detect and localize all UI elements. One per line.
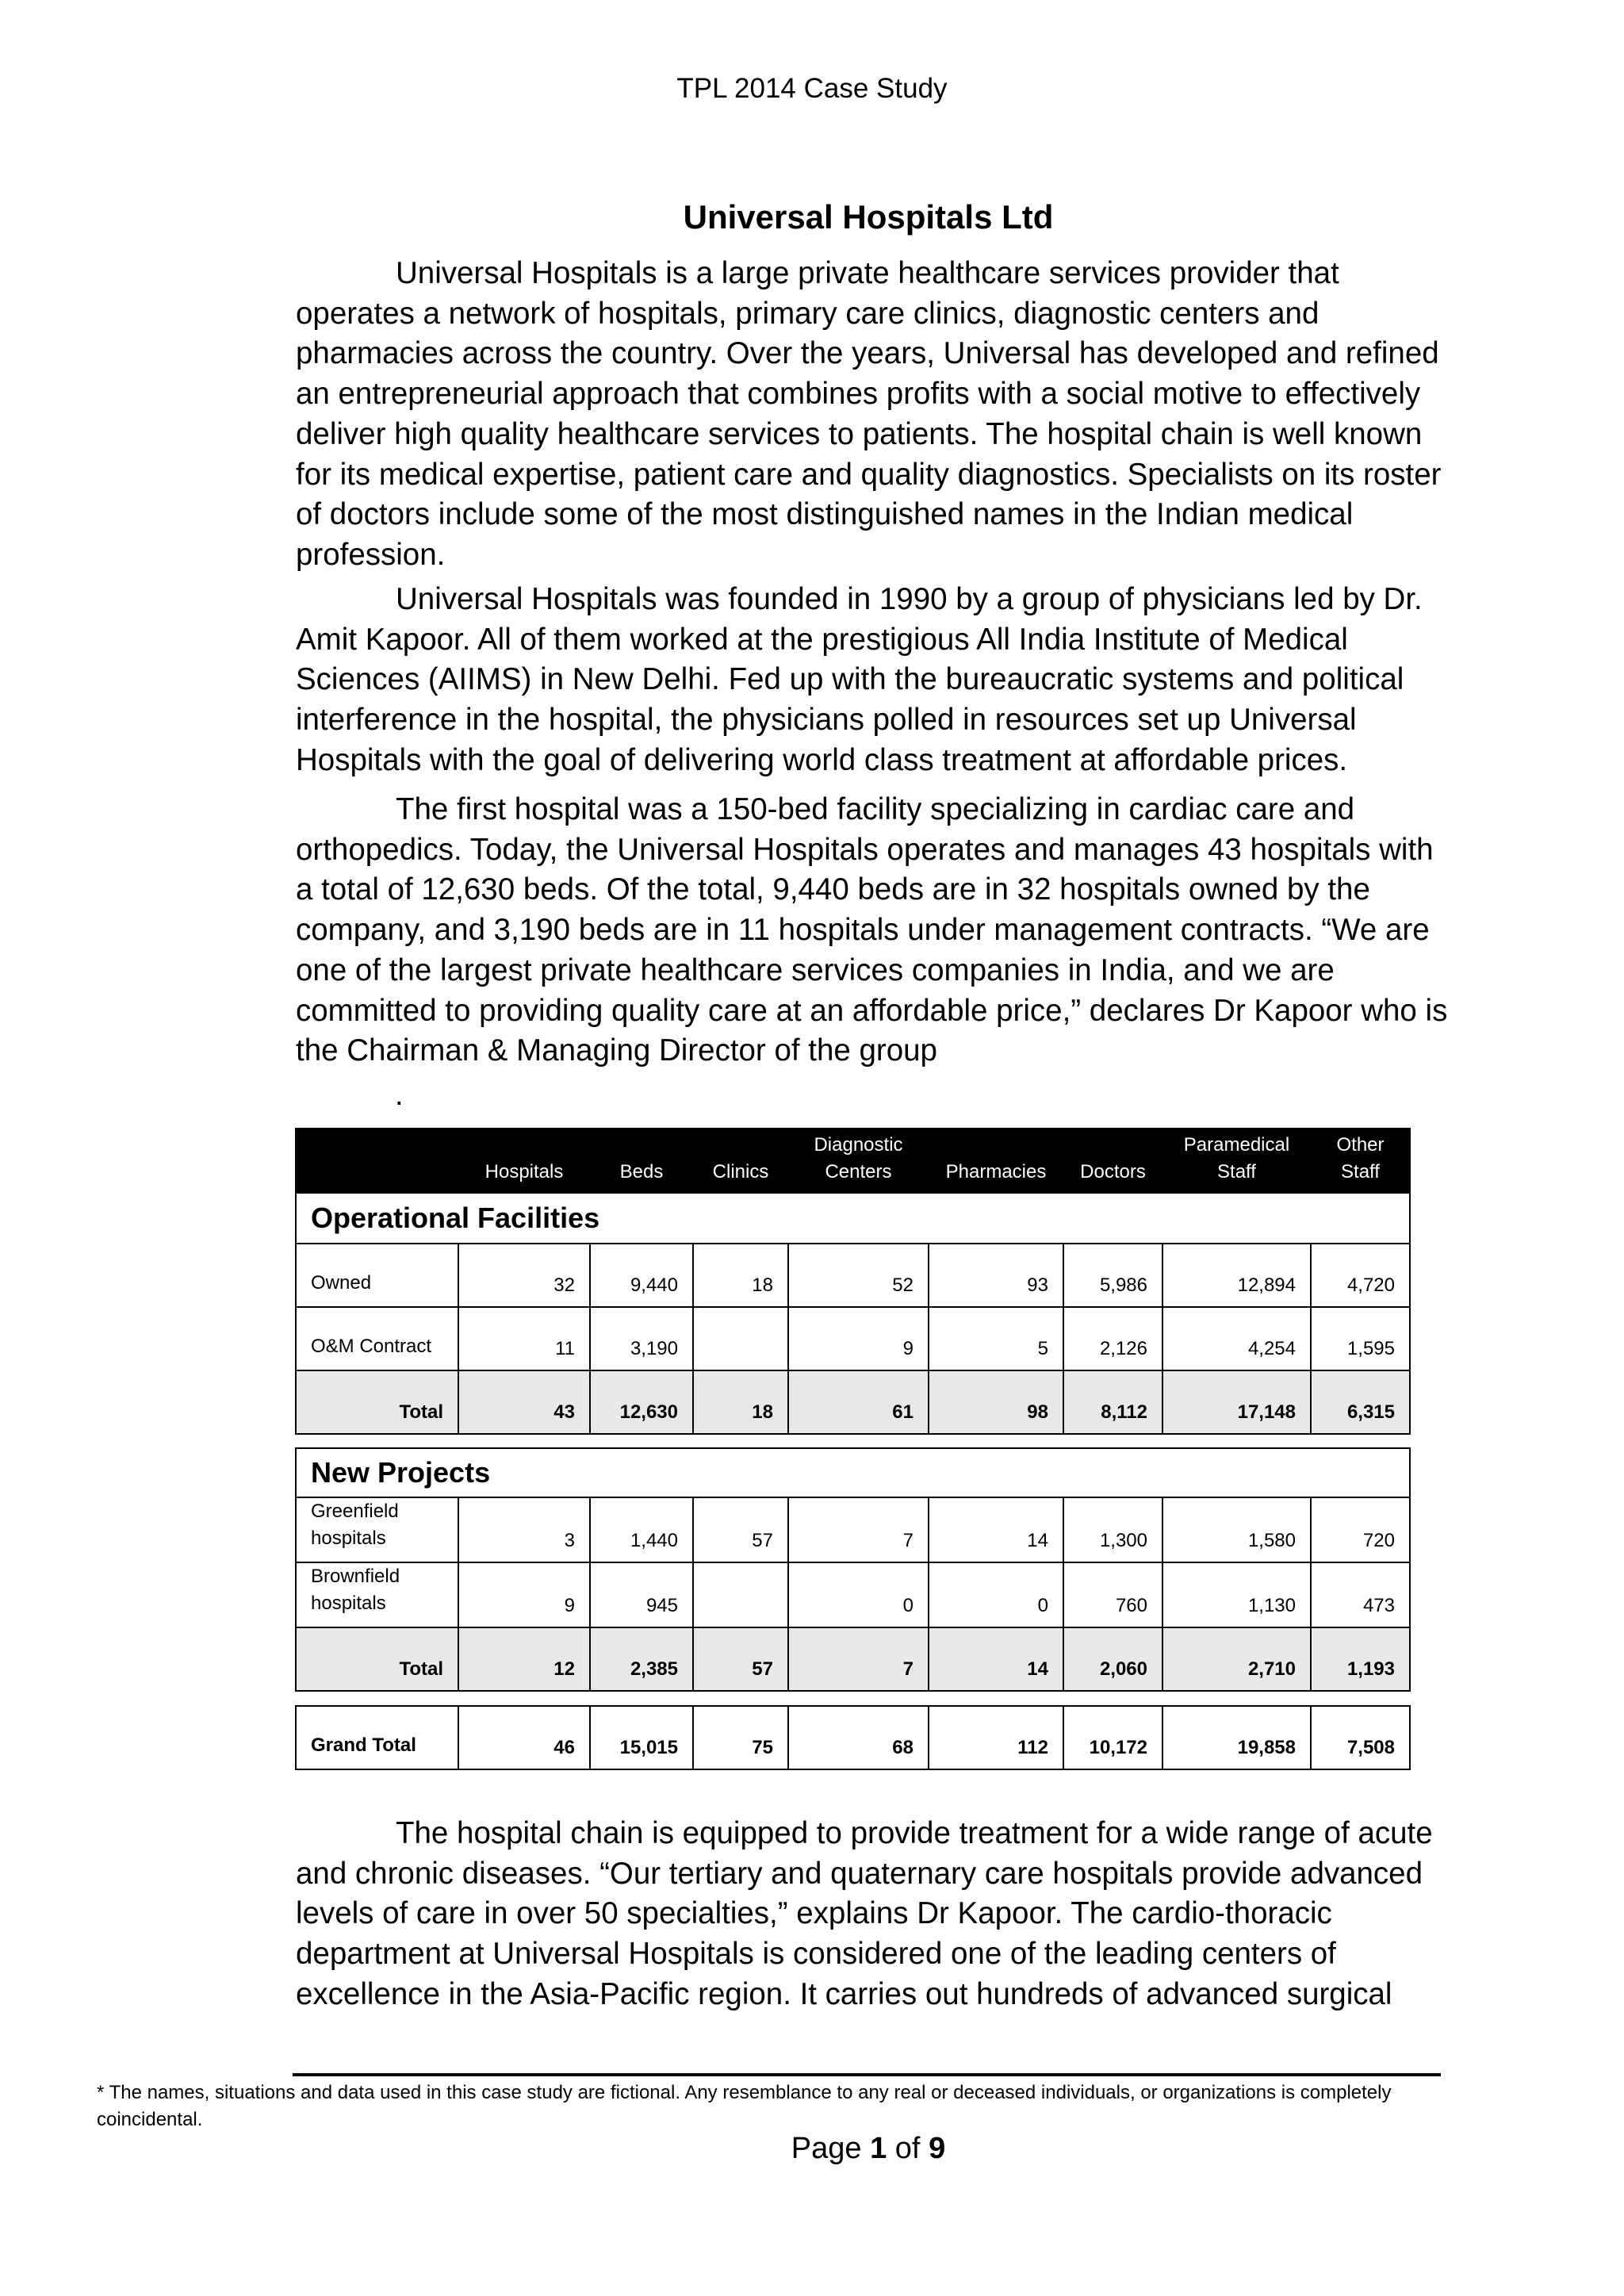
table-cell xyxy=(693,1307,788,1370)
header-cell-pharmacies: Pharmacies xyxy=(929,1129,1063,1193)
grand-total-label: Grand Total xyxy=(296,1706,458,1769)
table-cell: 473 xyxy=(1311,1562,1410,1627)
table-cell: 12,630 xyxy=(590,1370,693,1434)
table-cell: 14 xyxy=(929,1627,1063,1691)
table-cell: 19,858 xyxy=(1162,1706,1311,1769)
table-cell: 98 xyxy=(929,1370,1063,1434)
operational-facilities-table xyxy=(295,1192,1411,1435)
table-cell: 5,986 xyxy=(1063,1244,1162,1307)
paragraph-text: The hospital chain is equipped to provide treatment for a wide range of acute and chronic diseases. “Our tertiary and quaternary care hospitals provide advanced levels of care in over 50 specialties,” explains Dr Kapoor. The cardio-thoracic department at Universal Hospitals is considered one of the leading centers of excellence in the Asia-Pacific region. It carries out hundreds of advanced surgical xyxy=(296,1816,1433,2011)
total-row xyxy=(296,1370,1410,1434)
row-label: Greenfield hospitals xyxy=(296,1497,458,1562)
table-row xyxy=(296,1307,1410,1370)
table-cell: 945 xyxy=(590,1562,693,1627)
row-label: Owned xyxy=(296,1244,458,1307)
header-cell-doctors: Doctors xyxy=(1063,1129,1162,1193)
section-title: New Projects xyxy=(296,1448,1410,1497)
table-cell: 57 xyxy=(693,1627,788,1691)
header-cell-diagnostic-centers: Diagnostic Centers xyxy=(788,1129,929,1193)
table-cell: 15,015 xyxy=(590,1706,693,1769)
table-cell: 12 xyxy=(458,1627,590,1691)
table-cell xyxy=(693,1562,788,1627)
table-cell: 7 xyxy=(788,1627,929,1691)
table-cell: 7,508 xyxy=(1311,1706,1410,1769)
footnote: * The names, situations and data used in this case study are fictional. Any resemblance to any real or deceased individuals, or organizations is completely coincidental. xyxy=(97,2082,1392,2130)
table-cell: 2,126 xyxy=(1063,1307,1162,1370)
specialties-paragraph xyxy=(296,1814,1450,2015)
header-cell-hospitals: Hospitals xyxy=(458,1129,590,1193)
founding-paragraph xyxy=(296,580,1450,781)
table-cell: 52 xyxy=(788,1244,929,1307)
table-cell: 760 xyxy=(1063,1562,1162,1627)
table-cell: 75 xyxy=(693,1706,788,1769)
table-cell: 43 xyxy=(458,1370,590,1434)
table-cell: 17,148 xyxy=(1162,1370,1311,1434)
table-cell: 11 xyxy=(458,1307,590,1370)
table-cell: 4,720 xyxy=(1311,1244,1410,1307)
total-label: Total xyxy=(296,1370,458,1434)
table-cell: 3,190 xyxy=(590,1307,693,1370)
table-cell: 12,894 xyxy=(1162,1244,1311,1307)
header-cell-beds: Beds xyxy=(590,1129,693,1193)
table-cell: 1,300 xyxy=(1063,1497,1162,1562)
header-row xyxy=(296,1129,1410,1193)
row-label: O&M Contract xyxy=(296,1307,458,1370)
paragraph-text: Universal Hospitals was founded in 1990 by a group of physicians led by Dr. Amit Kapoor. All of them worked at the prestigious All India Institute of Medical Sciences (AIIMS) in New Delhi. Fed up with the bureaucratic systems and political interference in the hospital, the physicians polled in resources set up Universal Hospitals with the goal of delivering world class treatment at affordable prices. xyxy=(296,582,1423,777)
page-number xyxy=(0,2132,1624,2166)
row-label: Brownfield hospitals xyxy=(296,1562,458,1627)
table-cell: 0 xyxy=(788,1562,929,1627)
growth-paragraph xyxy=(296,790,1450,1071)
table-cell: 7 xyxy=(788,1497,929,1562)
table-cell: 8,112 xyxy=(1063,1370,1162,1434)
total-row xyxy=(296,1627,1410,1691)
table-row xyxy=(296,1244,1410,1307)
table-cell: 2,060 xyxy=(1063,1627,1162,1691)
stray-period: . xyxy=(395,1079,404,1112)
table-cell: 1,580 xyxy=(1162,1497,1311,1562)
table-cell: 61 xyxy=(788,1370,929,1434)
running-header: TPL 2014 Case Study xyxy=(676,73,948,104)
current-page: 1 xyxy=(870,2132,887,2165)
table-cell: 5 xyxy=(929,1307,1063,1370)
footnote-divider xyxy=(293,2073,1441,2076)
table-cell: 18 xyxy=(693,1244,788,1307)
grand-total-table xyxy=(295,1705,1411,1770)
section-title-row xyxy=(296,1448,1410,1497)
new-projects-table xyxy=(295,1447,1411,1692)
total-pages: 9 xyxy=(929,2132,946,2165)
facilities-table-header xyxy=(295,1128,1411,1194)
header-cell-paramedical-staff: Paramedical Staff xyxy=(1162,1129,1311,1193)
section-title: Operational Facilities xyxy=(296,1193,1410,1244)
table-cell: 1,440 xyxy=(590,1497,693,1562)
table-cell: 1,130 xyxy=(1162,1562,1311,1627)
intro-paragraph xyxy=(296,254,1450,576)
page-prefix: Page xyxy=(791,2132,862,2165)
table-cell: 1,595 xyxy=(1311,1307,1410,1370)
table-cell: 46 xyxy=(458,1706,590,1769)
table-cell: 32 xyxy=(458,1244,590,1307)
table-cell: 2,710 xyxy=(1162,1627,1311,1691)
table-row xyxy=(296,1497,1410,1562)
table-cell: 9 xyxy=(788,1307,929,1370)
table-cell: 3 xyxy=(458,1497,590,1562)
header-cell-clinics: Clinics xyxy=(693,1129,788,1193)
section-title-row xyxy=(296,1193,1410,1244)
table-cell: 18 xyxy=(693,1370,788,1434)
table-cell: 720 xyxy=(1311,1497,1410,1562)
total-label: Total xyxy=(296,1627,458,1691)
paragraph-text: Universal Hospitals is a large private healthcare services provider that operates a network of hospitals, primary care clinics, diagnostic centers and pharmacies across the country. Over the years, Universal has developed and refined an entrepreneurial approach that combines profits with a social motive to effectively deliver high quality healthcare services to patients. The hospital chain is well known for its medical expertise, patient care and quality diagnostics. Specialists on its roster of doctors include some of the most distinguished names in the Indian medical profession. xyxy=(296,256,1442,572)
table-cell: 57 xyxy=(693,1497,788,1562)
table-cell: 10,172 xyxy=(1063,1706,1162,1769)
table-cell: 112 xyxy=(929,1706,1063,1769)
table-cell: 4,254 xyxy=(1162,1307,1311,1370)
paragraph-text: The first hospital was a 150-bed facility specializing in cardiac care and orthopedics. Today, the Universal Hospitals operates and manages 43 hospitals with a total of 12,630 beds. Of the total, 9,440 beds are in 32 hospitals owned by the company, and 3,190 beds are in 11 hospitals under management contracts. “We are one of the largest private healthcare services companies in India, and we are committed to providing quality care at an affordable price,” declares Dr Kapoor who is the Chairman & Managing Director of the group xyxy=(296,792,1448,1068)
table-cell: 1,193 xyxy=(1311,1627,1410,1691)
table-cell: 2,385 xyxy=(590,1627,693,1691)
table-cell: 9,440 xyxy=(590,1244,693,1307)
table-cell: 68 xyxy=(788,1706,929,1769)
table-row xyxy=(296,1562,1410,1627)
header-cell-blank xyxy=(296,1129,458,1193)
table-cell: 6,315 xyxy=(1311,1370,1410,1434)
page-of: of xyxy=(894,2132,921,2165)
grand-total-row xyxy=(296,1706,1410,1769)
table-cell: 14 xyxy=(929,1497,1063,1562)
table-cell: 93 xyxy=(929,1244,1063,1307)
table-cell: 9 xyxy=(458,1562,590,1627)
header-cell-other-staff: Other Staff xyxy=(1311,1129,1410,1193)
page-title: Universal Hospitals Ltd xyxy=(683,198,1054,236)
table-cell: 0 xyxy=(929,1562,1063,1627)
